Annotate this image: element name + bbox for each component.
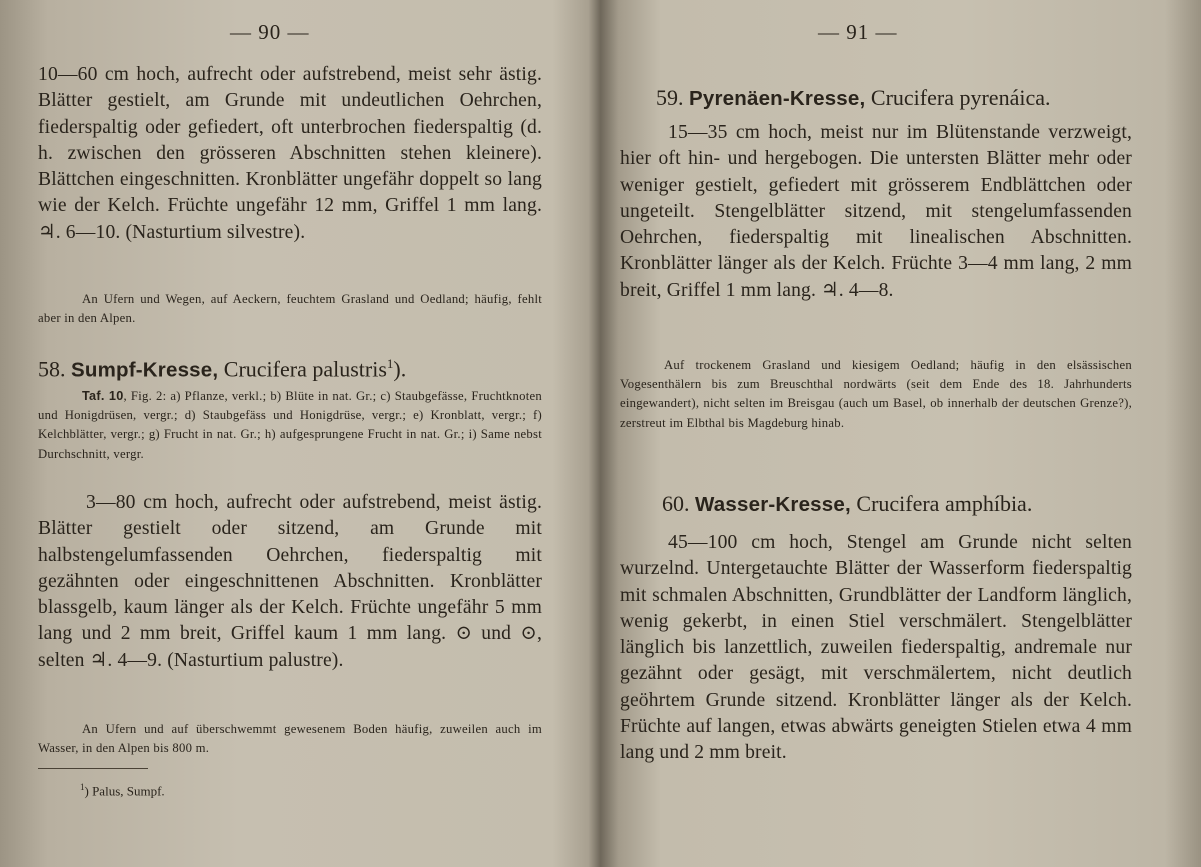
entry-number: 59. — [656, 85, 684, 110]
entry-58-heading — [38, 350, 542, 384]
species-name: Sumpf-Kresse, — [71, 358, 219, 382]
latin-name: Crucifera palustris — [223, 356, 387, 382]
footnote-mark: 1 — [80, 782, 85, 792]
footnote-text: ) Palus, Sumpf. — [84, 783, 165, 799]
continued-description: 10—60 cm hoch, aufrecht oder aufstrebend, meist sehr ästig. Blätter gestielt, am Grunde mit undeutlichen Oehrchen, fiederspaltig oder gefiedert, oft unterbrochen fiederspaltig (d. h. zwischen den grösseren Abschnitten stehen kleinere). Blättchen eingeschnitten. Kronblätter ungefähr doppelt so lang wie der Kelch. Früchte ungefähr 12 mm, Griffel 1 mm lang. ♃. 6—10. (Nasturtium silvestre). — [38, 64, 542, 243]
plate-text: , Fig. 2: a) Pflanze, verkl.; b) Blüte in nat. Gr.; c) Staubgefässe, Fruchtknoten und Honigdrüsen, vergr.; d) Staubgefäss und Honigdrüse, vergr.; e) Kronblatt, vergr.; f) Kelchblätter, vergr.; g) Frucht in nat. Gr.; h) aufgesprungene Frucht in nat. Gr.; i) Same nebst Durchschnitt, vergr. — [38, 389, 542, 461]
entry-59-heading — [656, 84, 1168, 113]
entry-number: 60. — [662, 491, 690, 516]
species-name: Pyrenäen-Kresse, — [689, 87, 866, 110]
entry-58-description: 3—80 cm hoch, aufrecht oder aufstrebend, meist ästig. Blätter gestielt oder sitzend, am Grunde mit halbstengelumfassenden Oehrchen, fiederspaltig mit gezähnten oder eingeschnittenen Abschnitten. Kronblätter blassgelb, kaum länger als der Kelch. Früchte ungefähr 5 mm lang und 2 mm breit, Griffel kaum 1 mm lang. ⊙ und ⊙, selten ♃. 4—9. (Nasturtium palustre). — [38, 492, 542, 671]
latin-name: Crucifera pyrenáica. — [870, 85, 1051, 110]
entry-59-description: 15—35 cm hoch, meist nur im Blütenstande verzweigt, hier oft hin- und hergebogen. Die untersten Blätter mehr oder weniger gestielt, gefiedert mit grösserem Endblättchen oder ungeteilt. Stengelblätter sitzend, mit stengelumfassenden Oehrchen, fiederspaltig mit linealischen Abschnitten. Kronblätter länger als der Kelch. Früchte 3—4 mm lang, 2 mm breit, Griffel 1 mm lang. ♃. 4—8. — [620, 122, 1132, 301]
entry-60-heading — [662, 490, 1174, 519]
species-name: Wasser-Kresse, — [695, 493, 851, 516]
footnote-ref: 1 — [386, 356, 394, 371]
page-number-right: — 91 — — [818, 20, 898, 44]
page-number-left: — 90 — — [230, 20, 310, 44]
continued-habitat: An Ufern und Wegen, auf Aeckern, feuchtem Grasland und Oedland; häufig, fehlt aber in den Alpen. — [38, 292, 542, 326]
footnote-rule — [38, 768, 148, 769]
entry-60-description: 45—100 cm hoch, Stengel am Grunde nicht selten wurzelnd. Untergetauchte Blätter der Wasserform fiederspaltig mit schmalen Abschnitten, Grundblätter der Landform länglich, wenig gekerbt, in einen Stiel verschmälert. Stengelblätter länglich bis lanzettlich, zuweilen fiederspaltig, andremale nur gezähnt oder gesägt, mit verschmälertem, nicht deutlich geöhrtem Grunde sitzend. Kronblätter länger als der Kelch. Früchte auf langen, etwas abwärts geneigten Stielen etwa 4 mm lang und 2 mm breit. — [620, 532, 1132, 764]
left-page — [0, 0, 585, 867]
right-page — [590, 0, 1201, 867]
entry-number: 58. — [38, 356, 66, 382]
heading-close: ). — [393, 356, 407, 382]
latin-name: Crucifera amphíbia. — [856, 491, 1033, 516]
entry-58-habitat: An Ufern und auf überschwemmt gewesenem Boden häufig, zuweilen auch im Wasser, in den Alpen bis 800 m. — [38, 722, 542, 756]
footnote — [80, 778, 380, 800]
plate-reference — [38, 387, 542, 464]
plate-label: Taf. 10 — [82, 389, 124, 403]
entry-59-habitat: Auf trockenem Grasland und kiesigem Oedland; häufig in den elsässischen Vogesenthälern bis zum Breuschthal nordwärts (seit dem Ende des 18. Jahrhunderts eingewandert), nicht selten im Breisgau (auch um Basel, ob innerhalb der deutschen Grenze?), zerstreut im Elbthal bis Magdeburg hinab. — [620, 358, 1132, 430]
